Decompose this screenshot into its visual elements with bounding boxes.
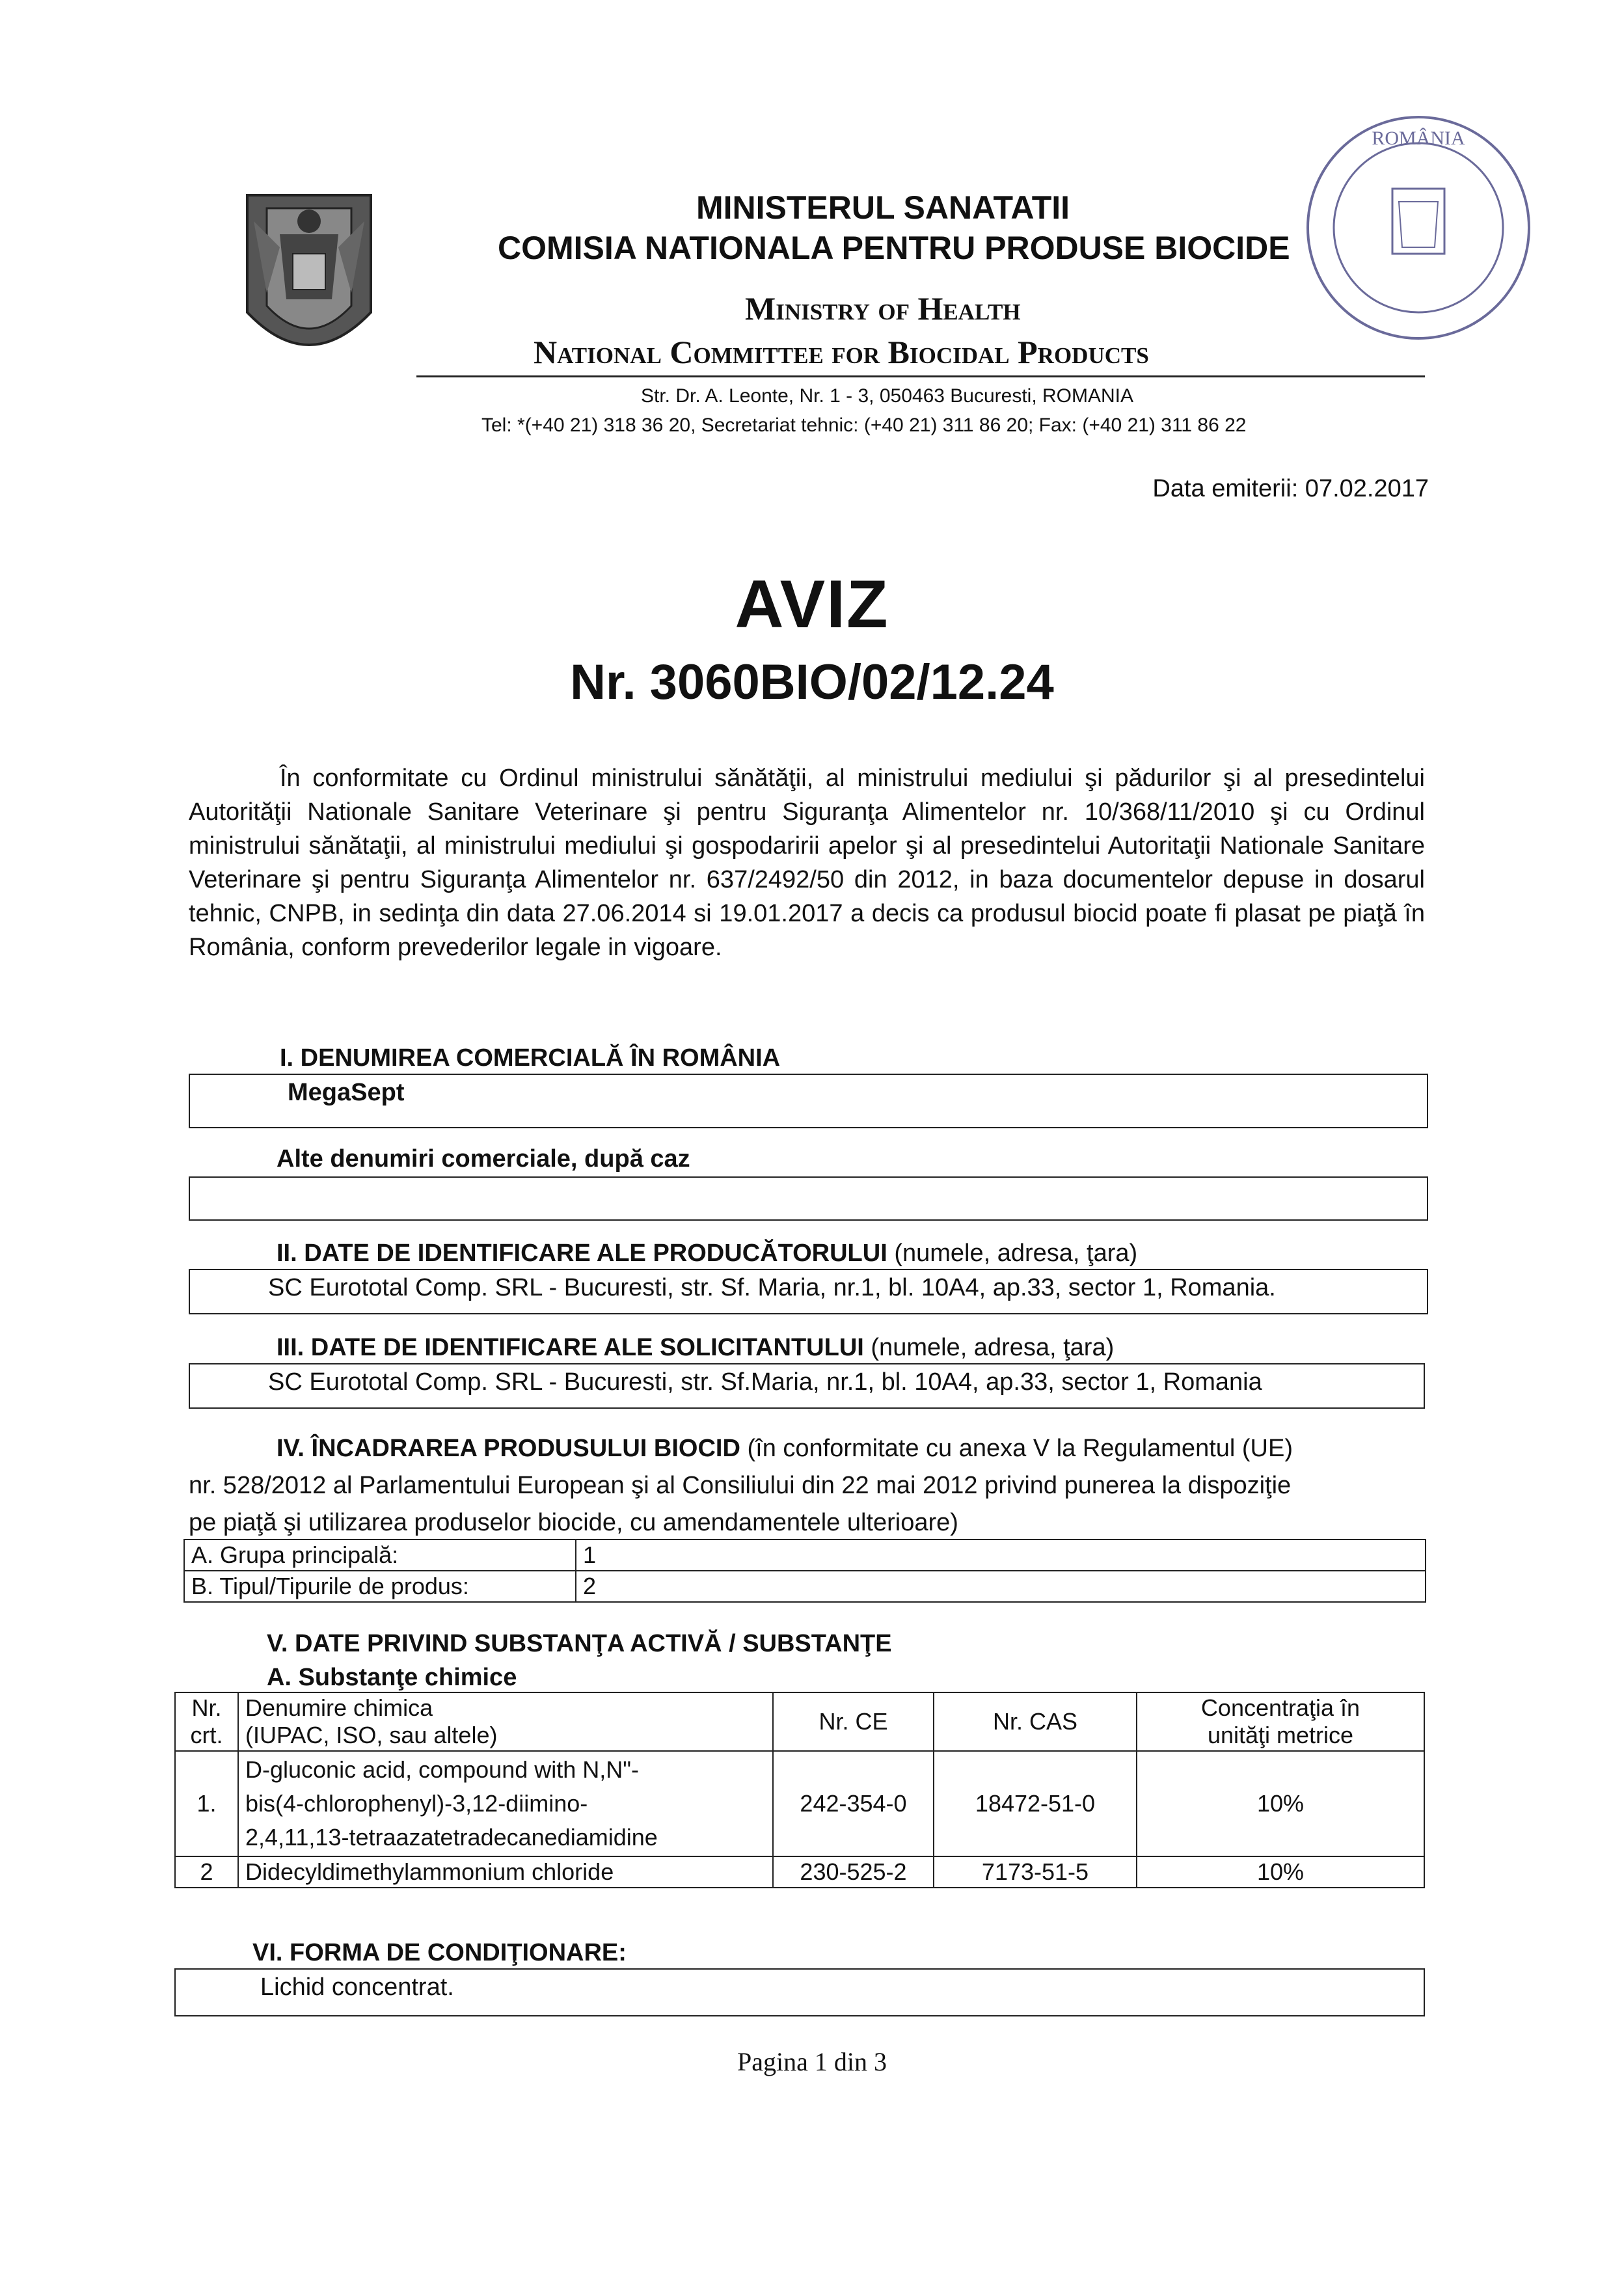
ministry-name-en: Ministry of Health — [745, 290, 1021, 327]
table-row — [175, 1856, 1424, 1888]
address-line: Str. Dr. A. Leonte, Nr. 1 - 3, 050463 Bucuresti, ROMANIA — [641, 385, 1134, 407]
other-names-heading: Alte denumiri comerciale, după caz — [277, 1145, 690, 1173]
product-type-label: B. Tipul/Tipurile de produs: — [184, 1571, 576, 1602]
committee-name-en: National Committee for Biocidal Products — [534, 334, 1149, 370]
col-concentration: Concentraţia în unităţi metrice — [1137, 1692, 1424, 1751]
section-6-heading: VI. FORMA DE CONDIŢIONARE: — [252, 1939, 627, 1966]
committee-name-ro: COMISIA NATIONALA PENTRU PRODUSE BIOCIDE — [498, 230, 1290, 266]
section-4-text-3: pe piaţă şi utilizarea produselor biocide, cu amendamentele ulterioare) — [189, 1509, 958, 1536]
col-ce: Nr. CE — [773, 1692, 934, 1751]
table-row — [184, 1571, 1426, 1602]
row-2-ce: 230-525-2 — [773, 1856, 934, 1888]
col-name: Denumire chimica (IUPAC, ISO, sau altele) — [238, 1692, 773, 1751]
group-label: A. Grupa principală: — [184, 1540, 576, 1571]
row-1-concentration: 10% — [1137, 1751, 1424, 1856]
page-number: Pagina 1 din 3 — [737, 2047, 887, 2076]
table-row — [184, 1540, 1426, 1571]
row-1-ce: 242-354-0 — [773, 1751, 934, 1856]
ministry-name-ro: MINISTERUL SANATATII — [696, 189, 1070, 226]
phone-line: Tel: *(+40 21) 318 36 20, Secretariat tehnic: (+40 21) 311 86 20; Fax: (+40 21) 311 86 22 — [481, 414, 1247, 436]
document-number: Nr. 3060BIO/02/12.24 — [570, 655, 1054, 710]
col-nr: Nr. crt. — [175, 1692, 238, 1751]
section-4-heading: IV. ÎNCADRAREA PRODUSULUI BIOCID (în conformitate cu anexa V la Regulamentul (UE) — [277, 1435, 1293, 1462]
producer-field: SC Eurototal Comp. SRL - Bucuresti, str. Sf. Maria, nr.1, bl. 10A4, ap.33, sector 1, Romania. — [189, 1269, 1428, 1314]
section-5-heading: V. DATE PRIVIND SUBSTANŢA ACTIVĂ / SUBSTANŢE — [267, 1630, 892, 1657]
row-2-concentration: 10% — [1137, 1856, 1424, 1888]
section-5-subheading: A. Substanţe chimice — [267, 1664, 517, 1691]
row-1-nr: 1. — [175, 1751, 238, 1856]
table-header-row — [175, 1692, 1424, 1751]
product-type-value: 2 — [576, 1571, 1426, 1602]
header-rule — [416, 375, 1425, 377]
row-1-cas: 18472-51-0 — [934, 1751, 1137, 1856]
official-stamp — [1301, 111, 1536, 345]
section-4-text-2: nr. 528/2012 al Parlamentului European şi al Consiliului din 22 mai 2012 privind punerea la dispoziţie — [189, 1472, 1292, 1499]
row-2-name: Didecyldimethylammonium chloride — [238, 1856, 773, 1888]
stamp-text: ROMÂNIA — [1372, 128, 1465, 149]
substances-table — [174, 1692, 1425, 1888]
issue-date: Data emiterii: 07.02.2017 — [1152, 475, 1429, 502]
section-1-heading: I. DENUMIREA COMERCIALĂ ÎN ROMÂNIA — [280, 1044, 781, 1072]
document-title: AVIZ — [735, 567, 889, 642]
section-3-heading: III. DATE DE IDENTIFICARE ALE SOLICITANTULUI (numele, adresa, ţara) — [277, 1334, 1115, 1361]
trade-name-field: MegaSept — [189, 1074, 1428, 1128]
packaging-form-field: Lichid concentrat. — [174, 1968, 1425, 2016]
col-cas: Nr. CAS — [934, 1692, 1137, 1751]
other-names-field — [189, 1176, 1428, 1221]
row-1-name: D-gluconic acid, compound with N,N"- bis(4-chlorophenyl)-3,12-diimino- 2,4,11,13-tetraazatetradecanediamidine — [238, 1751, 773, 1856]
romania-coat-of-arms-logo — [241, 182, 377, 371]
row-2-cas: 7173-51-5 — [934, 1856, 1137, 1888]
section-2-heading: II. DATE DE IDENTIFICARE ALE PRODUCĂTORULUI (numele, adresa, ţara) — [277, 1240, 1138, 1267]
group-value: 1 — [576, 1540, 1426, 1571]
classification-table — [183, 1539, 1426, 1603]
applicant-field: SC Eurototal Comp. SRL - Bucuresti, str. Sf.Maria, nr.1, bl. 10A4, ap.33, sector 1, Romania — [189, 1363, 1425, 1409]
table-row — [175, 1751, 1424, 1856]
intro-paragraph: În conformitate cu Ordinul ministrului sănătăţii, al ministrului mediului şi pădurilor şi al presedintelui Autorităţii Nationale Sanitare Veterinare şi pentru Siguranţa Alimentelor nr. 10/368/11/2010 şi cu Ordinul ministrului sănătaţii, al ministrului mediului şi gospodaririi apelor şi al presedintelui Autoritaţii Nationale Sanitare Veterinare şi pentru Siguranţa Alimentelor nr. 637/2492/50 din 2012, in baza documentelor depuse in dosarul tehnic, CNPB, in sedinţa din data 27.06.2014 si 19.01.2017 a decis ca produsul biocid poate fi plasat pe piaţă în România, conform prevederilor legale in vigoare. — [189, 765, 1425, 961]
row-2-nr: 2 — [175, 1856, 238, 1888]
